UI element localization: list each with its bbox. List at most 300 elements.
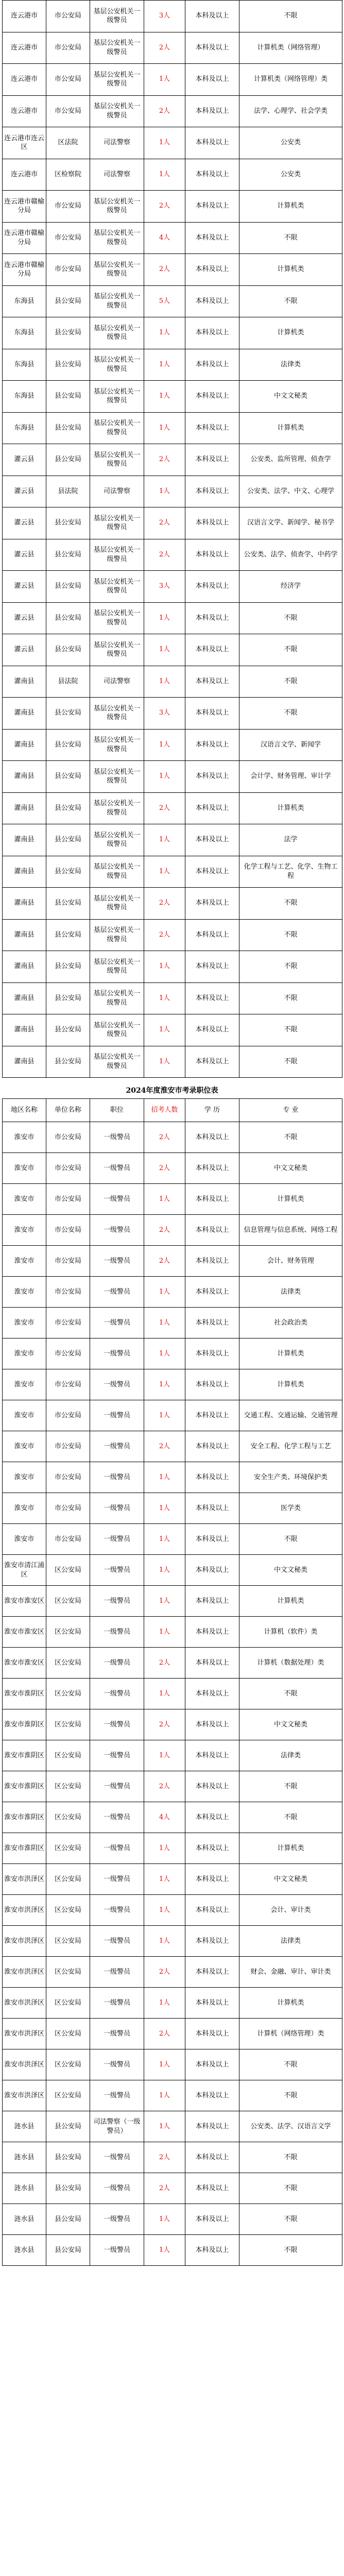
education-cell: 本科及以上 bbox=[185, 982, 239, 1014]
region-cell: 涟水县 bbox=[3, 2111, 46, 2142]
position-cell: 一级警员 bbox=[90, 2173, 144, 2204]
major-cell: 计算机类 bbox=[239, 792, 342, 824]
major-cell: 安全工程、化学工程与工艺 bbox=[239, 1431, 342, 1462]
education-cell: 本科及以上 bbox=[185, 1524, 239, 1555]
unit-cell: 县公安局 bbox=[46, 2235, 90, 2266]
headcount-cell: 3人 bbox=[144, 698, 185, 730]
unit-cell: 县公安局 bbox=[46, 761, 90, 793]
headcount-cell: 2人 bbox=[144, 1771, 185, 1802]
table-row bbox=[3, 539, 342, 571]
education-cell: 本科及以上 bbox=[185, 2235, 239, 2266]
headcount-cell: 1人 bbox=[144, 64, 185, 96]
major-cell: 中文文秘类 bbox=[239, 381, 342, 413]
table-row bbox=[3, 1014, 342, 1046]
education-cell: 本科及以上 bbox=[185, 159, 239, 191]
table-row bbox=[3, 1709, 342, 1740]
education-cell: 本科及以上 bbox=[185, 1586, 239, 1617]
unit-cell: 区公安局 bbox=[46, 2019, 90, 2049]
table-row bbox=[3, 159, 342, 191]
position-cell: 基层公安机关一级警员 bbox=[90, 888, 144, 920]
headcount-cell: 2人 bbox=[144, 1122, 185, 1153]
unit-cell: 区公安局 bbox=[46, 1957, 90, 1988]
major-cell: 中文文秘类 bbox=[239, 1555, 342, 1586]
unit-cell: 县法院 bbox=[46, 476, 90, 507]
table-row bbox=[3, 2049, 342, 2080]
header-education: 学 历 bbox=[185, 1099, 239, 1122]
major-cell: 会计、财务管理 bbox=[239, 1246, 342, 1277]
headcount-cell: 4人 bbox=[144, 222, 185, 254]
headcount-cell: 1人 bbox=[144, 127, 185, 159]
region-cell: 东海县 bbox=[3, 412, 46, 444]
education-cell: 本科及以上 bbox=[185, 1895, 239, 1926]
headcount-cell: 1人 bbox=[144, 666, 185, 698]
position-cell: 一级警员 bbox=[90, 1555, 144, 1586]
education-cell: 本科及以上 bbox=[185, 698, 239, 730]
position-cell: 一级警员 bbox=[90, 2049, 144, 2080]
region-cell: 涟水县 bbox=[3, 2204, 46, 2235]
major-cell: 中文文秘类 bbox=[239, 1153, 342, 1184]
position-cell: 一级警员 bbox=[90, 1524, 144, 1555]
headcount-cell: 2人 bbox=[144, 1246, 185, 1277]
unit-cell: 县公安局 bbox=[46, 381, 90, 413]
major-cell: 法学 bbox=[239, 824, 342, 856]
headcount-cell: 1人 bbox=[144, 1184, 185, 1215]
education-cell: 本科及以上 bbox=[185, 1617, 239, 1648]
region-cell: 连云港市 bbox=[3, 32, 46, 64]
table-row bbox=[3, 254, 342, 286]
position-cell: 一级警员 bbox=[90, 1988, 144, 2019]
major-cell: 法律类 bbox=[239, 349, 342, 381]
position-cell: 一级警员 bbox=[90, 1740, 144, 1771]
region-cell: 灌南县 bbox=[3, 1014, 46, 1046]
position-cell: 基层公安机关一级警员 bbox=[90, 444, 144, 476]
position-cell: 一级警员 bbox=[90, 1709, 144, 1740]
table-row bbox=[3, 856, 342, 888]
headcount-cell: 1人 bbox=[144, 1308, 185, 1338]
position-cell: 基层公安机关一级警员 bbox=[90, 191, 144, 223]
headcount-cell: 1人 bbox=[144, 1740, 185, 1771]
major-cell: 会计学、财务管理、审计学 bbox=[239, 761, 342, 793]
headcount-cell: 1人 bbox=[144, 2049, 185, 2080]
major-cell: 公安类、法学、侦查学、中药学 bbox=[239, 539, 342, 571]
education-cell: 本科及以上 bbox=[185, 317, 239, 349]
headcount-cell: 1人 bbox=[144, 1046, 185, 1078]
region-cell: 淮安市 bbox=[3, 1524, 46, 1555]
position-cell: 一级警员 bbox=[90, 1926, 144, 1957]
table-row bbox=[3, 1400, 342, 1431]
education-cell: 本科及以上 bbox=[185, 191, 239, 223]
position-cell: 基层公安机关一级警员 bbox=[90, 824, 144, 856]
table-row bbox=[3, 2111, 342, 2142]
position-cell: 基层公安机关一级警员 bbox=[90, 349, 144, 381]
position-cell: 司法警察 bbox=[90, 666, 144, 698]
major-cell: 不限 bbox=[239, 2142, 342, 2173]
unit-cell: 区公安局 bbox=[46, 1586, 90, 1617]
region-cell: 淮安市淮安区 bbox=[3, 1617, 46, 1648]
education-cell: 本科及以上 bbox=[185, 1648, 239, 1679]
headcount-cell: 2人 bbox=[144, 1709, 185, 1740]
table-row bbox=[3, 1617, 342, 1648]
unit-cell: 市公安局 bbox=[46, 64, 90, 96]
table-row bbox=[3, 2080, 342, 2111]
region-cell: 灌云县 bbox=[3, 507, 46, 539]
table-row bbox=[3, 317, 342, 349]
position-cell: 一级警员 bbox=[90, 1957, 144, 1988]
table-gap bbox=[2, 1078, 342, 1083]
position-cell: 基层公安机关一级警员 bbox=[90, 602, 144, 634]
major-cell: 公安类 bbox=[239, 159, 342, 191]
headcount-cell: 1人 bbox=[144, 1369, 185, 1400]
region-cell: 淮安市淮安区 bbox=[3, 1648, 46, 1679]
position-cell: 基层公安机关一级警员 bbox=[90, 64, 144, 96]
position-cell: 基层公安机关一级警员 bbox=[90, 254, 144, 286]
unit-cell: 区公安局 bbox=[46, 1709, 90, 1740]
major-cell: 计算机类 bbox=[239, 1586, 342, 1617]
unit-cell: 区公安局 bbox=[46, 1679, 90, 1709]
region-cell: 淮安市洪泽区 bbox=[3, 1988, 46, 2019]
headcount-cell: 1人 bbox=[144, 856, 185, 888]
region-cell: 淮安市淮阴区 bbox=[3, 1740, 46, 1771]
recruitment-table-2 bbox=[2, 1098, 342, 2266]
major-cell: 不限 bbox=[239, 602, 342, 634]
headcount-cell: 1人 bbox=[144, 634, 185, 666]
headcount-cell: 1人 bbox=[144, 1586, 185, 1617]
major-cell: 不限 bbox=[239, 1, 342, 32]
unit-cell: 县公安局 bbox=[46, 729, 90, 761]
headcount-cell: 1人 bbox=[144, 1462, 185, 1493]
education-cell: 本科及以上 bbox=[185, 856, 239, 888]
headcount-cell: 1人 bbox=[144, 1400, 185, 1431]
region-cell: 灌南县 bbox=[3, 666, 46, 698]
region-cell: 灌南县 bbox=[3, 919, 46, 951]
unit-cell: 区公安局 bbox=[46, 1926, 90, 1957]
headcount-cell: 1人 bbox=[144, 2235, 185, 2266]
position-cell: 司法警察 bbox=[90, 476, 144, 507]
region-cell: 涟水县 bbox=[3, 2142, 46, 2173]
region-cell: 连云港市 bbox=[3, 64, 46, 96]
position-cell: 基层公安机关一级警员 bbox=[90, 792, 144, 824]
table-row bbox=[3, 1895, 342, 1926]
region-cell: 淮安市淮阴区 bbox=[3, 1771, 46, 1802]
education-cell: 本科及以上 bbox=[185, 476, 239, 507]
recruitment-table-1 bbox=[2, 0, 342, 1078]
table-row bbox=[3, 1462, 342, 1493]
unit-cell: 区法院 bbox=[46, 127, 90, 159]
headcount-cell: 2人 bbox=[144, 539, 185, 571]
headcount-cell: 2人 bbox=[144, 1215, 185, 1246]
position-cell: 基层公安机关一级警员 bbox=[90, 919, 144, 951]
unit-cell: 区公安局 bbox=[46, 1740, 90, 1771]
table-row bbox=[3, 729, 342, 761]
position-cell: 基层公安机关一级警员 bbox=[90, 1, 144, 32]
table-row bbox=[3, 32, 342, 64]
headcount-cell: 1人 bbox=[144, 317, 185, 349]
headcount-cell: 1人 bbox=[144, 1493, 185, 1524]
unit-cell: 县公安局 bbox=[46, 285, 90, 317]
education-cell: 本科及以上 bbox=[185, 1493, 239, 1524]
table-row bbox=[3, 1184, 342, 1215]
headcount-cell: 1人 bbox=[144, 761, 185, 793]
education-cell: 本科及以上 bbox=[185, 1215, 239, 1246]
position-cell: 一级警员 bbox=[90, 1246, 144, 1277]
major-cell: 不限 bbox=[239, 222, 342, 254]
region-cell: 连云港市 bbox=[3, 1, 46, 32]
headcount-cell: 2人 bbox=[144, 919, 185, 951]
table-row bbox=[3, 1988, 342, 2019]
headcount-cell: 2人 bbox=[144, 95, 185, 127]
position-cell: 基层公安机关一级警员 bbox=[90, 539, 144, 571]
education-cell: 本科及以上 bbox=[185, 634, 239, 666]
unit-cell: 市公安局 bbox=[46, 191, 90, 223]
table-2-title: 2024年度淮安市考录职位表 bbox=[126, 1087, 218, 1095]
headcount-cell: 1人 bbox=[144, 1524, 185, 1555]
headcount-cell: 1人 bbox=[144, 2080, 185, 2111]
education-cell: 本科及以上 bbox=[185, 1864, 239, 1895]
major-cell: 不限 bbox=[239, 285, 342, 317]
region-cell: 淮安市洪泽区 bbox=[3, 2019, 46, 2049]
headcount-cell: 1人 bbox=[144, 1864, 185, 1895]
headcount-cell: 3人 bbox=[144, 1, 185, 32]
table-header-row bbox=[3, 1099, 342, 1122]
education-cell: 本科及以上 bbox=[185, 1184, 239, 1215]
region-cell: 东海县 bbox=[3, 349, 46, 381]
region-cell: 淮安市淮阴区 bbox=[3, 1802, 46, 1833]
headcount-cell: 1人 bbox=[144, 1926, 185, 1957]
major-cell: 不限 bbox=[239, 2173, 342, 2204]
unit-cell: 市公安局 bbox=[46, 1246, 90, 1277]
region-cell: 灌南县 bbox=[3, 792, 46, 824]
position-cell: 一级警员 bbox=[90, 1338, 144, 1369]
region-cell: 灌南县 bbox=[3, 888, 46, 920]
position-cell: 司法警察（一级警员） bbox=[90, 2111, 144, 2142]
region-cell: 连云港市赣榆分局 bbox=[3, 254, 46, 286]
region-cell: 灌云县 bbox=[3, 602, 46, 634]
position-cell: 基层公安机关一级警员 bbox=[90, 285, 144, 317]
recruitment-table-2-body bbox=[3, 1122, 342, 2266]
unit-cell: 区公安局 bbox=[46, 1833, 90, 1864]
position-cell: 一级警员 bbox=[90, 2204, 144, 2235]
headcount-cell: 2人 bbox=[144, 444, 185, 476]
region-cell: 淮安市淮阴区 bbox=[3, 1709, 46, 1740]
position-cell: 一级警员 bbox=[90, 2142, 144, 2173]
education-cell: 本科及以上 bbox=[185, 1153, 239, 1184]
major-cell: 不限 bbox=[239, 2049, 342, 2080]
major-cell: 计算机类 bbox=[239, 191, 342, 223]
unit-cell: 县公安局 bbox=[46, 412, 90, 444]
major-cell: 不限 bbox=[239, 1014, 342, 1046]
unit-cell: 市公安局 bbox=[46, 1369, 90, 1400]
education-cell: 本科及以上 bbox=[185, 1555, 239, 1586]
table-row bbox=[3, 951, 342, 983]
position-cell: 一级警员 bbox=[90, 1369, 144, 1400]
education-cell: 本科及以上 bbox=[185, 1802, 239, 1833]
header-position: 职位 bbox=[90, 1099, 144, 1122]
education-cell: 本科及以上 bbox=[185, 539, 239, 571]
unit-cell: 市公安局 bbox=[46, 1308, 90, 1338]
table-row bbox=[3, 1215, 342, 1246]
unit-cell: 县公安局 bbox=[46, 571, 90, 603]
table-row bbox=[3, 2235, 342, 2266]
table-row bbox=[3, 1338, 342, 1369]
position-cell: 一级警员 bbox=[90, 1431, 144, 1462]
region-cell: 灌南县 bbox=[3, 951, 46, 983]
document-sheet bbox=[2, 0, 342, 2266]
unit-cell: 县公安局 bbox=[46, 856, 90, 888]
position-cell: 基层公安机关一级警员 bbox=[90, 634, 144, 666]
position-cell: 一级警员 bbox=[90, 1833, 144, 1864]
unit-cell: 市公安局 bbox=[46, 1338, 90, 1369]
region-cell: 连云港市赣榆分局 bbox=[3, 191, 46, 223]
major-cell: 公安类、监所管理、侦查学 bbox=[239, 444, 342, 476]
major-cell: 计算机类 bbox=[239, 1988, 342, 2019]
headcount-cell: 3人 bbox=[144, 571, 185, 603]
table-row bbox=[3, 444, 342, 476]
unit-cell: 市公安局 bbox=[46, 32, 90, 64]
table-row bbox=[3, 1864, 342, 1895]
unit-cell: 县公安局 bbox=[46, 698, 90, 730]
education-cell: 本科及以上 bbox=[185, 1, 239, 32]
position-cell: 基层公安机关一级警员 bbox=[90, 698, 144, 730]
major-cell: 计算机类（网络管理） bbox=[239, 32, 342, 64]
major-cell: 计算机（软件）类 bbox=[239, 1617, 342, 1648]
unit-cell: 区公安局 bbox=[46, 1864, 90, 1895]
table-row bbox=[3, 571, 342, 603]
position-cell: 一级警员 bbox=[90, 1184, 144, 1215]
headcount-cell: 1人 bbox=[144, 1555, 185, 1586]
major-cell: 不限 bbox=[239, 1771, 342, 1802]
table-row bbox=[3, 1740, 342, 1771]
region-cell: 淮安市 bbox=[3, 1431, 46, 1462]
header-region: 地区名称 bbox=[3, 1099, 46, 1122]
headcount-cell: 1人 bbox=[144, 1679, 185, 1709]
table-row bbox=[3, 1308, 342, 1338]
position-cell: 基层公安机关一级警员 bbox=[90, 317, 144, 349]
headcount-cell: 2人 bbox=[144, 2142, 185, 2173]
region-cell: 东海县 bbox=[3, 285, 46, 317]
education-cell: 本科及以上 bbox=[185, 507, 239, 539]
education-cell: 本科及以上 bbox=[185, 1431, 239, 1462]
unit-cell: 区公安局 bbox=[46, 1895, 90, 1926]
education-cell: 本科及以上 bbox=[185, 666, 239, 698]
unit-cell: 市公安局 bbox=[46, 1462, 90, 1493]
region-cell: 淮安市 bbox=[3, 1122, 46, 1153]
position-cell: 一级警员 bbox=[90, 1895, 144, 1926]
headcount-cell: 1人 bbox=[144, 476, 185, 507]
major-cell: 不限 bbox=[239, 919, 342, 951]
unit-cell: 区公安局 bbox=[46, 1988, 90, 2019]
education-cell: 本科及以上 bbox=[185, 888, 239, 920]
table-row bbox=[3, 602, 342, 634]
headcount-cell: 1人 bbox=[144, 1617, 185, 1648]
header-major: 专 业 bbox=[239, 1099, 342, 1122]
table-row bbox=[3, 412, 342, 444]
headcount-cell: 2人 bbox=[144, 507, 185, 539]
table-row bbox=[3, 888, 342, 920]
table-row bbox=[3, 982, 342, 1014]
table-row bbox=[3, 666, 342, 698]
position-cell: 基层公安机关一级警员 bbox=[90, 222, 144, 254]
region-cell: 淮安市 bbox=[3, 1462, 46, 1493]
unit-cell: 县公安局 bbox=[46, 2111, 90, 2142]
region-cell: 灌云县 bbox=[3, 634, 46, 666]
position-cell: 基层公安机关一级警员 bbox=[90, 95, 144, 127]
unit-cell: 市公安局 bbox=[46, 1400, 90, 1431]
education-cell: 本科及以上 bbox=[185, 1122, 239, 1153]
unit-cell: 县公安局 bbox=[46, 888, 90, 920]
region-cell: 淮安市 bbox=[3, 1400, 46, 1431]
education-cell: 本科及以上 bbox=[185, 1988, 239, 2019]
region-cell: 灌云县 bbox=[3, 571, 46, 603]
education-cell: 本科及以上 bbox=[185, 349, 239, 381]
position-cell: 一级警员 bbox=[90, 1153, 144, 1184]
education-cell: 本科及以上 bbox=[185, 2204, 239, 2235]
major-cell: 汉语言文学、新闻学 bbox=[239, 729, 342, 761]
region-cell: 淮安市 bbox=[3, 1153, 46, 1184]
unit-cell: 区公安局 bbox=[46, 2080, 90, 2111]
position-cell: 基层公安机关一级警员 bbox=[90, 729, 144, 761]
position-cell: 一级警员 bbox=[90, 2019, 144, 2049]
education-cell: 本科及以上 bbox=[185, 254, 239, 286]
major-cell: 计算机类 bbox=[239, 317, 342, 349]
education-cell: 本科及以上 bbox=[185, 824, 239, 856]
education-cell: 本科及以上 bbox=[185, 919, 239, 951]
headcount-cell: 1人 bbox=[144, 349, 185, 381]
unit-cell: 县公安局 bbox=[46, 507, 90, 539]
education-cell: 本科及以上 bbox=[185, 1338, 239, 1369]
table-row bbox=[3, 698, 342, 730]
table-row bbox=[3, 2142, 342, 2173]
table-row bbox=[3, 1679, 342, 1709]
table-row bbox=[3, 1957, 342, 1988]
headcount-cell: 2人 bbox=[144, 1431, 185, 1462]
table-row bbox=[3, 1493, 342, 1524]
major-cell: 社会政治类 bbox=[239, 1308, 342, 1338]
headcount-cell: 2人 bbox=[144, 1153, 185, 1184]
unit-cell: 市公安局 bbox=[46, 95, 90, 127]
major-cell: 计算机类 bbox=[239, 1184, 342, 1215]
position-cell: 一级警员 bbox=[90, 1586, 144, 1617]
major-cell: 医学类 bbox=[239, 1493, 342, 1524]
unit-cell: 县公安局 bbox=[46, 1046, 90, 1078]
unit-cell: 县公安局 bbox=[46, 1014, 90, 1046]
position-cell: 一级警员 bbox=[90, 1462, 144, 1493]
education-cell: 本科及以上 bbox=[185, 2019, 239, 2049]
major-cell: 不限 bbox=[239, 2080, 342, 2111]
major-cell: 不限 bbox=[239, 982, 342, 1014]
unit-cell: 县公安局 bbox=[46, 2173, 90, 2204]
table-row bbox=[3, 792, 342, 824]
headcount-cell: 1人 bbox=[144, 951, 185, 983]
major-cell: 不限 bbox=[239, 634, 342, 666]
region-cell: 淮安市 bbox=[3, 1215, 46, 1246]
headcount-cell: 2人 bbox=[144, 191, 185, 223]
headcount-cell: 2人 bbox=[144, 1648, 185, 1679]
headcount-cell: 2人 bbox=[144, 254, 185, 286]
education-cell: 本科及以上 bbox=[185, 2111, 239, 2142]
region-cell: 淮安市淮阴区 bbox=[3, 1679, 46, 1709]
headcount-cell: 1人 bbox=[144, 1338, 185, 1369]
table-row bbox=[3, 1586, 342, 1617]
unit-cell: 县公安局 bbox=[46, 634, 90, 666]
headcount-cell: 1人 bbox=[144, 982, 185, 1014]
region-cell: 淮安市洪泽区 bbox=[3, 1895, 46, 1926]
unit-cell: 区公安局 bbox=[46, 1617, 90, 1648]
position-cell: 基层公安机关一级警员 bbox=[90, 951, 144, 983]
table-row bbox=[3, 1153, 342, 1184]
unit-cell: 区公安局 bbox=[46, 1802, 90, 1833]
education-cell: 本科及以上 bbox=[185, 1679, 239, 1709]
headcount-cell: 2人 bbox=[144, 2173, 185, 2204]
